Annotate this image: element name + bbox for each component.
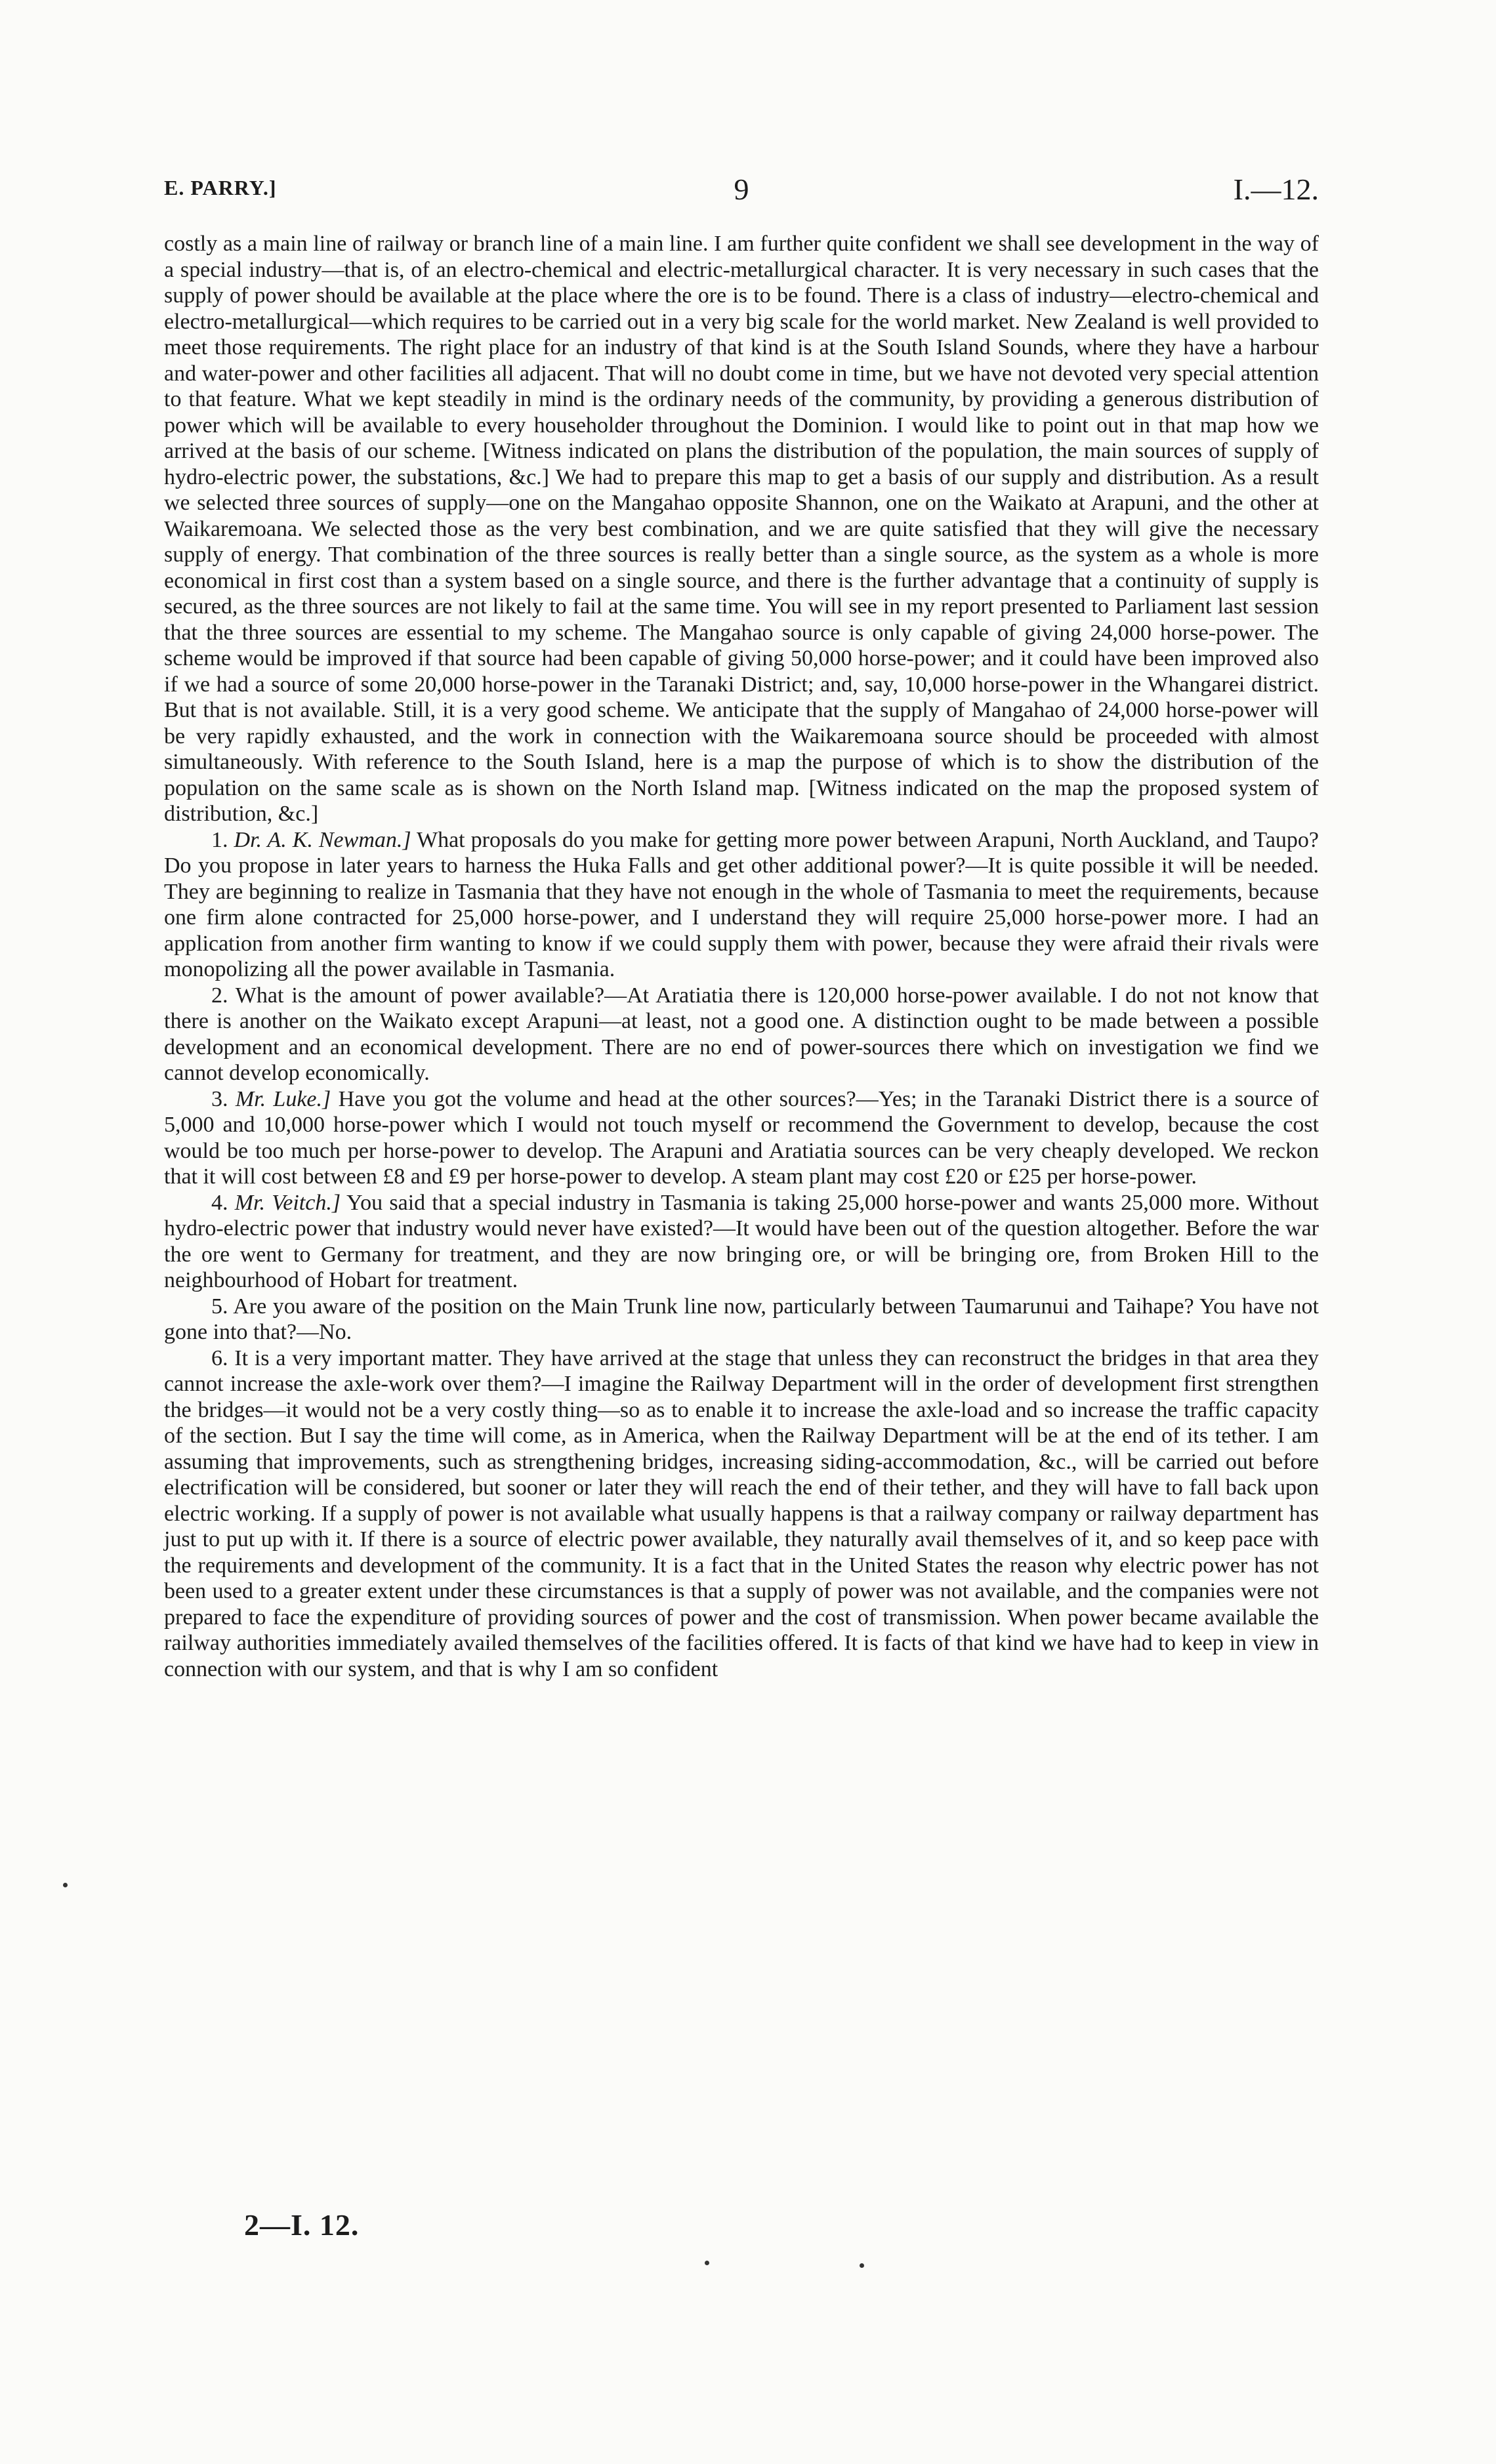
question-6 (164, 1345, 1319, 1683)
paragraph-continuation (164, 231, 1319, 827)
print-speck (705, 2261, 709, 2265)
question-2 (164, 983, 1319, 1086)
question-5 (164, 1294, 1319, 1345)
question-text: Are you aware of the position on the Main Trunk line now, particularly between Taumarunui and Taihape? You have not gone into that?—No. (164, 1294, 1319, 1344)
speaker-name: Mr. Veitch.] (234, 1190, 341, 1215)
header-witness-name: E. PARRY.] (164, 176, 277, 199)
question-number: 3. (211, 1086, 228, 1111)
question-4 (164, 1190, 1319, 1294)
page-number: 9 (734, 173, 749, 206)
paper-reference: I.—12. (1233, 173, 1319, 206)
print-speck (63, 1883, 68, 1887)
question-text: Have you got the volume and head at the other sources?—Yes; in the Taranaki District there is a source of 5,000 and 10,000 horse-power which I would not touch myself or recommend the Government to develop, because the cost would be too much per horse-power to develop. The Arapuni and Aratiatia sources can be very cheaply developed. We reckon that it will cost between £8 and £9 per horse-power to develop. A steam plant may cost £20 or £25 per horse-power. (164, 1086, 1319, 1189)
print-speck (860, 2263, 864, 2268)
question-1 (164, 827, 1319, 983)
document-body (164, 231, 1319, 1682)
question-text: What proposals do you make for getting more power between Arapuni, North Auckland, and Taupo? Do you propose in later years to harness the Huka Falls and get other additional power?—It is quite possible it will be needed. They are beginning to realize in Tasmania that they have not enough in the whole of Tasmania to meet the requirements, because one firm alone contracted for 25,000 horse-power, and I understand they will require 25,000 horse-power more. I had an application from another firm wanting to know if we could supply them with power, because they were afraid their rivals were monopolizing all the power available in Tasmania. (164, 827, 1319, 981)
question-number: 1. (211, 827, 228, 852)
question-number: 2. (211, 983, 228, 1008)
speaker-name: Dr. A. K. Newman.] (234, 827, 411, 852)
speaker-name: Mr. Luke.] (235, 1086, 331, 1111)
question-number: 5. (211, 1294, 228, 1319)
running-head (164, 172, 1319, 211)
question-number: 4. (211, 1190, 228, 1215)
paragraph-text: costly as a main line of railway or branch line of a main line. I am further quite confident we shall see development in the way of a special industry—that is, of an electro-chemical and electric-metallurgical character. It is very necessary in such cases that the supply of power should be available at the place where the ore is to be found. There is a class of industry—electro-chemical and electro-metallurgical—which requires to be carried out in a very big scale for the world market. New Zealand is well provided to meet those requirements. The right place for an industry of that kind is at the South Island Sounds, where they have a harbour and water-power and other facilities all adjacent. That will no doubt come in time, but we have not devoted very special attention to that feature. What we kept steadily in mind is the ordinary needs of the community, by providing a generous distribution of power which will be available to every householder throughout the Dominion. I would like to point out in that map how we arrived at the basis of our scheme. [Witness indicated on plans the distribution of the population, the main sources of supply of hydro-electric power, the substations, &c.] We had to prepare this map to get a basis of our supply and distribution. As a result we selected three sources of supply—one on the Mangahao opposite Shannon, one on the Waikato at Arapuni, and the other at Waikaremoana. We selected those as the very best combination, and we are quite satisfied that they will give the necessary supply of energy. That combination of the three sources is really better than a single source, as the system as a whole is more economical in first cost than a system based on a single source, and there is the further advantage that a continuity of supply is secured, as the three sources are not likely to fail at the same time. You will see in my report presented to Parliament last session that the three sources are essential to my scheme. The Mangahao source is only capable of giving 24,000 horse-power. The scheme would be improved if that source had been capable of giving 50,000 horse-power; and it could have been improved also if we had a source of some 20,000 horse-power in the Taranaki District; and, say, 10,000 horse-power in the Whangarei district. But that is not available. Still, it is a very good scheme. We anticipate that the supply of Mangahao of 24,000 horse-power will be very rapidly exhausted, and the work in connection with the Waikaremoana source should be proceeded with almost simultaneously. With reference to the South Island, here is a map the purpose of which is to show the distribution of the population on the same scale as is shown on the North Island map. [Witness indicated on the map the proposed system of distribution, &c.] (164, 232, 1319, 826)
question-3 (164, 1086, 1319, 1190)
question-text: What is the amount of power available?—At Aratiatia there is 120,000 horse-power available. I do not not know that there is another on the Waikato except Arapuni—at least, not a good one. A distinction ought to be made between a possible development and an economical development. There are no end of power-sources there which on investigation we find we cannot develop economically. (164, 983, 1319, 1085)
question-number: 6. (211, 1345, 228, 1370)
question-text: It is a very important matter. They have arrived at the stage that unless they can reconstruct the bridges in that area they cannot increase the axle-work over them?—I imagine the Railway Department will in the order of development first strengthen the bridges—it would not be a very costly thing—so as to enable it to increase the axle-load and so increase the traffic capacity of the section. But I say the time will come, as in America, when the Railway Department will be at the end of its tether. I am assuming that improvements, such as strengthening bridges, increasing siding-accommodation, &c., will be carried out before electrification will be considered, but sooner or later they will reach the end of their tether, and they will have to fall back upon electric working. If a supply of power is not available what usually happens is that a railway company or railway department has just to put up with it. If there is a source of electric power available, they naturally avail themselves of it, and so keep pace with the requirements and development of the community. It is a fact that in the United States the reason why electric power has not been used to a greater extent under these circumstances is that a supply of power was not available, and the companies were not prepared to face the expenditure of providing sources of power and the cost of transmission. When power became available the railway authorities immediately availed themselves of the facilities offered. It is facts of that kind we have had to keep in view in connection with our system, and that is why I am so confident (164, 1345, 1319, 1681)
printer-signature-mark: 2—I. 12. (244, 2208, 360, 2242)
question-text: You said that a special industry in Tasmania is taking 25,000 horse-power and wants 25,000 more. Without hydro-electric power that industry would never have existed?—It would have been out of the question altogether. Before the war the ore went to Germany for treatment, and they are now bringing ore, or will be bringing ore, from Broken Hill to the neighbourhood of Hobart for treatment. (164, 1190, 1319, 1292)
